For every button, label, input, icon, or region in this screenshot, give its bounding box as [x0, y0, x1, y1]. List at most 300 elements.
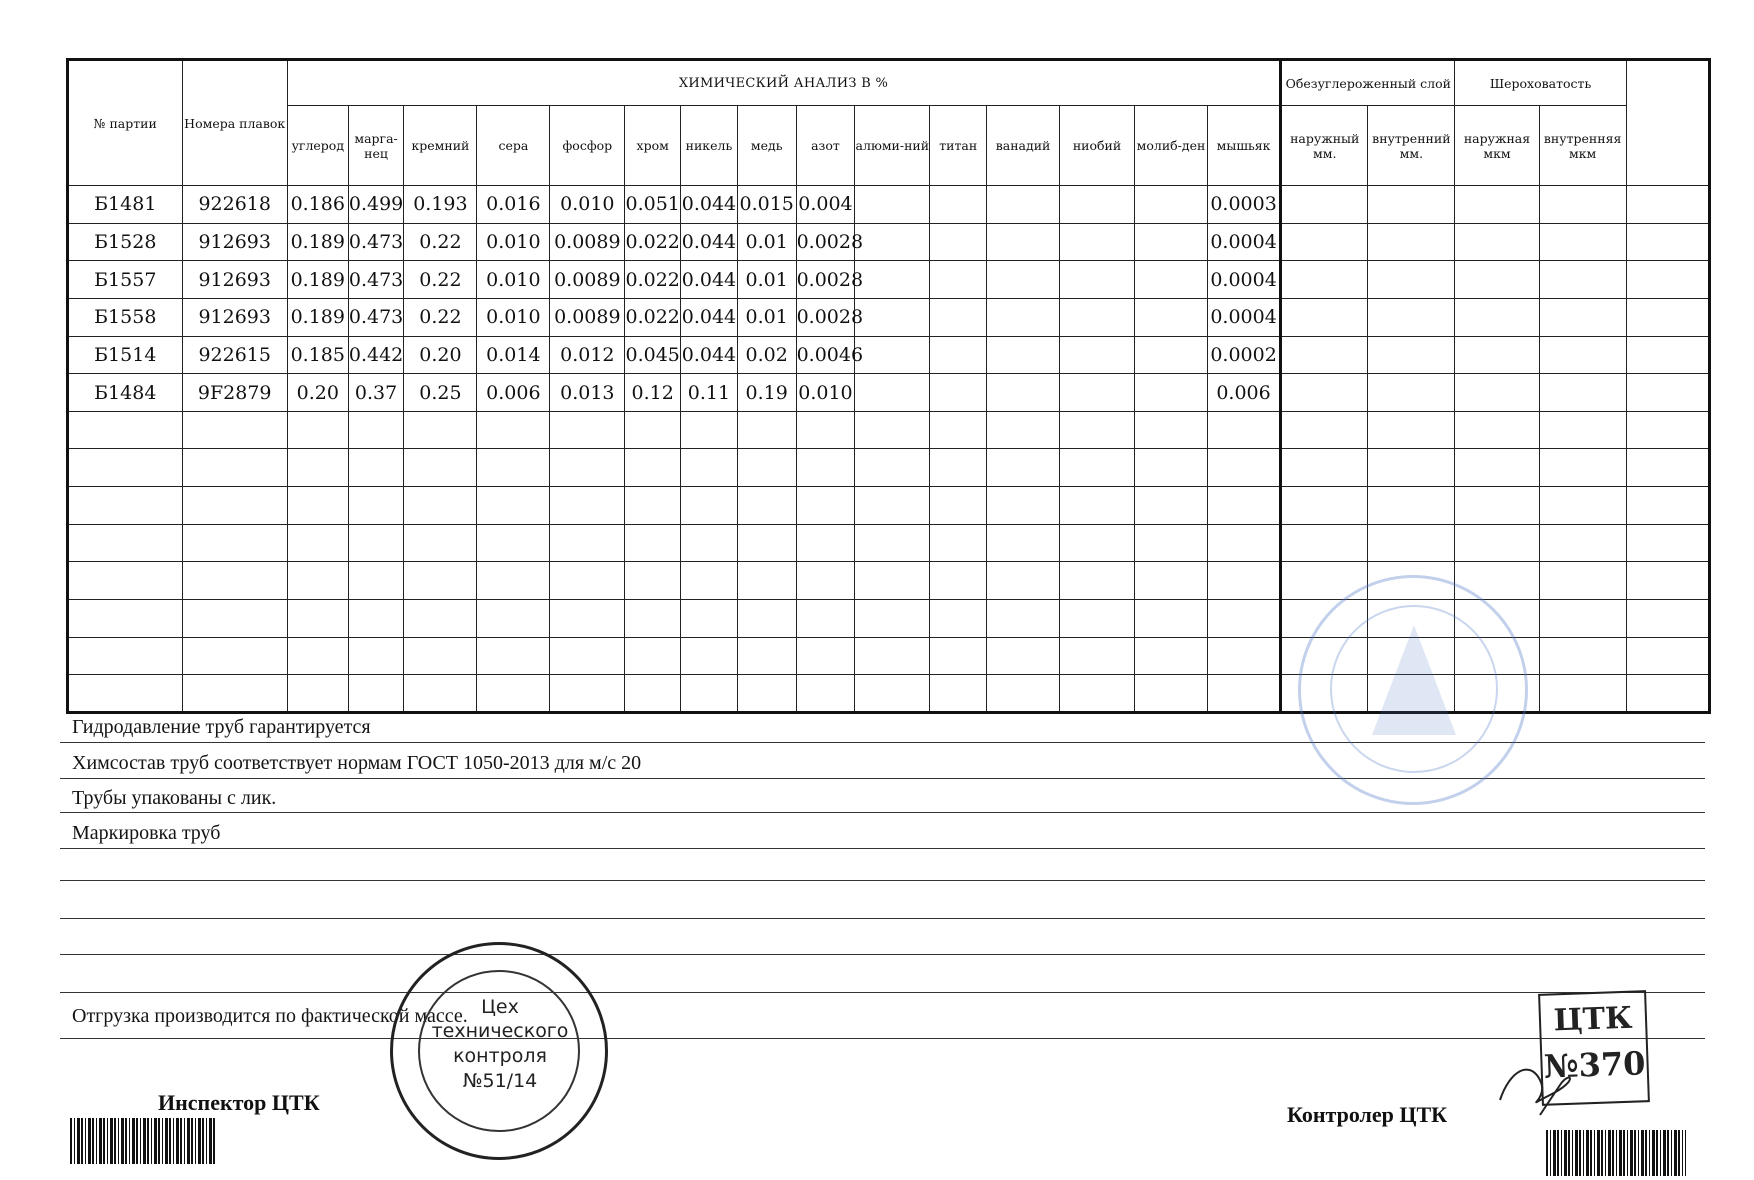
- header-element: фосфор: [550, 106, 625, 186]
- table-cell: Б1528: [68, 223, 183, 261]
- table-cell: 0.0046: [796, 336, 855, 374]
- table-cell: [1135, 449, 1208, 487]
- table-cell: [550, 600, 625, 638]
- table-cell: 0.010: [796, 374, 855, 412]
- table-cell: 0.010: [477, 261, 550, 299]
- header-element: хром: [625, 106, 681, 186]
- table-cell: [287, 411, 348, 449]
- table-cell: [1539, 186, 1626, 224]
- table-cell: 0.189: [287, 223, 348, 261]
- table-cell: [182, 675, 287, 713]
- table-cell: [855, 600, 930, 638]
- table-cell: [68, 675, 183, 713]
- table-cell: [1368, 449, 1455, 487]
- table-cell: [796, 487, 855, 525]
- table-cell: [855, 675, 930, 713]
- table-cell: [1626, 374, 1709, 412]
- table-cell: [1539, 411, 1626, 449]
- table-cell: [1060, 449, 1135, 487]
- remark-rule: [60, 1038, 1705, 1039]
- table-cell: [1060, 675, 1135, 713]
- table-cell: 0.499: [348, 186, 404, 224]
- header-roughness: Шероховатость: [1455, 60, 1626, 106]
- table-cell: [1060, 336, 1135, 374]
- table-cell: 0.186: [287, 186, 348, 224]
- table-cell: [182, 487, 287, 525]
- table-cell: [987, 562, 1060, 600]
- table-cell: [1281, 223, 1368, 261]
- table-cell: [1626, 449, 1709, 487]
- table-cell: [1455, 374, 1539, 412]
- table-cell: [1135, 524, 1208, 562]
- table-cell: 0.22: [404, 261, 477, 299]
- table-cell: [550, 675, 625, 713]
- table-cell: [550, 637, 625, 675]
- table-cell: [1539, 449, 1626, 487]
- table-cell: [625, 562, 681, 600]
- table-cell: 912693: [182, 223, 287, 261]
- table-cell: 0.442: [348, 336, 404, 374]
- table-cell: [681, 449, 738, 487]
- table-cell: [404, 411, 477, 449]
- table-cell: [68, 449, 183, 487]
- table-cell: [550, 411, 625, 449]
- table-row: [68, 298, 1710, 336]
- header-element: сера: [477, 106, 550, 186]
- table-cell: [1281, 374, 1368, 412]
- table-cell: [1539, 600, 1626, 638]
- table-cell: [855, 449, 930, 487]
- table-cell: [1207, 524, 1280, 562]
- table-cell: [796, 524, 855, 562]
- table-cell: 0.015: [737, 186, 796, 224]
- table-cell: [1135, 298, 1208, 336]
- table-cell: [550, 487, 625, 525]
- table-cell: [1539, 675, 1626, 713]
- table-row: [68, 374, 1710, 412]
- table-cell: [796, 637, 855, 675]
- table-cell: [930, 675, 987, 713]
- table-cell: [1281, 186, 1368, 224]
- table-cell: [930, 449, 987, 487]
- table-cell: [1135, 411, 1208, 449]
- table-cell: [930, 411, 987, 449]
- table-cell: [477, 449, 550, 487]
- header-element: углерод: [287, 106, 348, 186]
- table-cell: [625, 449, 681, 487]
- table-cell: [182, 562, 287, 600]
- table-row: [68, 223, 1710, 261]
- table-cell: [1207, 487, 1280, 525]
- table-cell: [477, 411, 550, 449]
- table-cell: [1135, 487, 1208, 525]
- table-cell: [1368, 298, 1455, 336]
- table-cell: [1626, 186, 1709, 224]
- table-cell: [625, 675, 681, 713]
- table-cell: [1135, 336, 1208, 374]
- header-element: алюми-ний: [855, 106, 930, 186]
- table-cell: [987, 524, 1060, 562]
- table-cell: 0.0004: [1207, 223, 1280, 261]
- table-cell: [1626, 675, 1709, 713]
- table-cell: 0.185: [287, 336, 348, 374]
- header-roughness-col: внутренняя мкм: [1539, 106, 1626, 186]
- table-cell: [1060, 637, 1135, 675]
- table-cell: [1368, 261, 1455, 299]
- table-cell: [68, 487, 183, 525]
- table-cell: [930, 374, 987, 412]
- table-cell: [855, 487, 930, 525]
- table-cell: [987, 487, 1060, 525]
- remark-rule: [60, 918, 1705, 919]
- table-cell: 0.22: [404, 298, 477, 336]
- header-blank: [1626, 60, 1709, 186]
- table-cell: 0.193: [404, 186, 477, 224]
- table-cell: [930, 336, 987, 374]
- table-cell: [1135, 637, 1208, 675]
- table-cell: Б1557: [68, 261, 183, 299]
- table-cell: 0.006: [1207, 374, 1280, 412]
- table-cell: [987, 261, 1060, 299]
- table-cell: [1539, 562, 1626, 600]
- table-cell: [1455, 186, 1539, 224]
- table-cell: [987, 411, 1060, 449]
- remark-shipment: Отгрузка производится по фактической массе.: [72, 1005, 468, 1027]
- table-cell: [1626, 261, 1709, 299]
- header-roughness-col: наружная мкм: [1455, 106, 1539, 186]
- header-element: ванадий: [987, 106, 1060, 186]
- table-cell: [287, 600, 348, 638]
- table-cell: [1060, 524, 1135, 562]
- table-cell: [855, 411, 930, 449]
- table-cell: [1626, 600, 1709, 638]
- table-cell: [1368, 524, 1455, 562]
- header-element: ниобий: [1060, 106, 1135, 186]
- header-element: никель: [681, 106, 738, 186]
- table-cell: [477, 524, 550, 562]
- table-cell: [681, 487, 738, 525]
- table-cell: [737, 449, 796, 487]
- table-cell: [182, 637, 287, 675]
- table-cell: [1281, 336, 1368, 374]
- table-row-empty: [68, 524, 1710, 562]
- table-cell: [930, 223, 987, 261]
- table-cell: [477, 562, 550, 600]
- table-cell: 912693: [182, 261, 287, 299]
- table-cell: 0.22: [404, 223, 477, 261]
- table-row: [68, 336, 1710, 374]
- table-cell: [1281, 411, 1368, 449]
- header-decarburized-layer: Обезуглероженный слой: [1281, 60, 1455, 106]
- table-cell: [1135, 600, 1208, 638]
- table-cell: [1539, 336, 1626, 374]
- table-cell: [1368, 223, 1455, 261]
- table-cell: [404, 524, 477, 562]
- table-cell: 9F2879: [182, 374, 287, 412]
- table-cell: [348, 487, 404, 525]
- table-cell: [1539, 374, 1626, 412]
- table-cell: [1060, 374, 1135, 412]
- table-cell: [681, 562, 738, 600]
- table-cell: 0.19: [737, 374, 796, 412]
- table-cell: [1135, 186, 1208, 224]
- table-cell: [1626, 298, 1709, 336]
- table-cell: [1135, 562, 1208, 600]
- table-cell: 0.013: [550, 374, 625, 412]
- table-cell: [930, 186, 987, 224]
- barcode-right: [1546, 1130, 1686, 1176]
- table-cell: [68, 637, 183, 675]
- table-cell: [477, 600, 550, 638]
- table-cell: [1455, 411, 1539, 449]
- controller-label: Контролер ЦТК: [1287, 1102, 1448, 1127]
- table-cell: [625, 411, 681, 449]
- table-cell: 0.0089: [550, 298, 625, 336]
- table-cell: [182, 600, 287, 638]
- table-cell: [182, 524, 287, 562]
- table-cell: [1060, 298, 1135, 336]
- table-cell: 0.010: [550, 186, 625, 224]
- table-cell: [855, 223, 930, 261]
- table-cell: 0.12: [625, 374, 681, 412]
- table-cell: 0.010: [477, 298, 550, 336]
- table-cell: 0.01: [737, 223, 796, 261]
- header-element: титан: [930, 106, 987, 186]
- table-cell: Б1481: [68, 186, 183, 224]
- table-cell: [930, 524, 987, 562]
- table-cell: [1455, 336, 1539, 374]
- table-cell: [987, 186, 1060, 224]
- table-cell: [1135, 374, 1208, 412]
- table-cell: 0.004: [796, 186, 855, 224]
- table-cell: [1626, 487, 1709, 525]
- table-cell: [550, 562, 625, 600]
- blue-seal-logo: [1372, 625, 1456, 735]
- table-cell: 0.20: [404, 336, 477, 374]
- table-cell: [1207, 600, 1280, 638]
- table-cell: [287, 449, 348, 487]
- table-cell: [1539, 637, 1626, 675]
- table-cell: [681, 637, 738, 675]
- table-cell: [1368, 411, 1455, 449]
- table-cell: [737, 487, 796, 525]
- header-element: мышьяк: [1207, 106, 1280, 186]
- table-cell: Б1484: [68, 374, 183, 412]
- signature-scribble: [1490, 1040, 1580, 1120]
- table-row: [68, 186, 1710, 224]
- table-cell: [477, 487, 550, 525]
- table-cell: [930, 298, 987, 336]
- table-cell: [855, 524, 930, 562]
- table-cell: [855, 261, 930, 299]
- table-cell: [1539, 487, 1626, 525]
- table-cell: 0.044: [681, 261, 738, 299]
- table-row-empty: [68, 411, 1710, 449]
- table-cell: 0.0028: [796, 223, 855, 261]
- table-cell: [737, 411, 796, 449]
- remark-hydro-pressure: Гидродавление труб гарантируется: [72, 716, 371, 738]
- table-cell: [855, 562, 930, 600]
- inspector-label: Инспектор ЦТК: [158, 1090, 320, 1115]
- table-cell: 0.0028: [796, 261, 855, 299]
- table-cell: [625, 487, 681, 525]
- table-cell: 0.022: [625, 223, 681, 261]
- table-cell: [625, 600, 681, 638]
- table-cell: [930, 637, 987, 675]
- table-cell: [287, 637, 348, 675]
- table-cell: [287, 562, 348, 600]
- table-cell: [1281, 449, 1368, 487]
- table-cell: [1626, 223, 1709, 261]
- table-cell: [348, 449, 404, 487]
- table-cell: [796, 449, 855, 487]
- table-cell: [987, 223, 1060, 261]
- header-party-no: № партии: [68, 60, 183, 186]
- table-cell: 0.20: [287, 374, 348, 412]
- table-cell: 0.022: [625, 261, 681, 299]
- table-cell: [855, 374, 930, 412]
- table-cell: [930, 562, 987, 600]
- table-cell: 0.045: [625, 336, 681, 374]
- table-cell: 912693: [182, 298, 287, 336]
- table-cell: [1455, 524, 1539, 562]
- remark-packaging: Трубы упакованы с лик.: [72, 787, 277, 809]
- header-element: марга-нец: [348, 106, 404, 186]
- table-cell: [1455, 261, 1539, 299]
- table-cell: [1060, 186, 1135, 224]
- table-cell: 0.473: [348, 261, 404, 299]
- table-cell: [1207, 411, 1280, 449]
- table-cell: 0.044: [681, 186, 738, 224]
- table-cell: [737, 600, 796, 638]
- table-cell: [737, 562, 796, 600]
- header-element: азот: [796, 106, 855, 186]
- barcode-left: [70, 1118, 216, 1164]
- table-cell: 0.014: [477, 336, 550, 374]
- table-cell: [1060, 261, 1135, 299]
- table-cell: [1368, 336, 1455, 374]
- table-cell: 0.0004: [1207, 261, 1280, 299]
- table-cell: [1281, 524, 1368, 562]
- table-cell: [68, 600, 183, 638]
- table-cell: [1626, 411, 1709, 449]
- table-cell: 922618: [182, 186, 287, 224]
- table-cell: 0.02: [737, 336, 796, 374]
- table-cell: [681, 411, 738, 449]
- table-cell: [1539, 261, 1626, 299]
- table-cell: [987, 600, 1060, 638]
- header-decarb-col: наружный мм.: [1281, 106, 1368, 186]
- table-cell: 0.0089: [550, 261, 625, 299]
- table-cell: [681, 675, 738, 713]
- table-cell: [987, 675, 1060, 713]
- table-cell: [348, 637, 404, 675]
- table-cell: [182, 449, 287, 487]
- table-cell: [1207, 637, 1280, 675]
- table-cell: [987, 637, 1060, 675]
- table-cell: [1207, 562, 1280, 600]
- table-cell: [348, 562, 404, 600]
- table-cell: [1207, 675, 1280, 713]
- table-cell: [855, 336, 930, 374]
- table-cell: [681, 524, 738, 562]
- table-cell: [855, 637, 930, 675]
- table-cell: 0.044: [681, 336, 738, 374]
- remark-rule: [60, 992, 1705, 993]
- header-melt-no: Номера плавок: [182, 60, 287, 186]
- table-cell: [1626, 524, 1709, 562]
- table-cell: 0.0002: [1207, 336, 1280, 374]
- table-cell: 0.25: [404, 374, 477, 412]
- remark-marking: Маркировка труб: [72, 822, 221, 844]
- table-row-empty: [68, 487, 1710, 525]
- table-cell: [987, 298, 1060, 336]
- table-cell: [796, 600, 855, 638]
- table-cell: [1060, 411, 1135, 449]
- remark-chem-composition: Химсостав труб соответствует нормам ГОСТ 1050-2013 для м/с 20: [72, 752, 642, 774]
- table-cell: [1455, 449, 1539, 487]
- header-element: молиб-ден: [1135, 106, 1208, 186]
- table-cell: [1060, 223, 1135, 261]
- stamp-text-line2: технического: [431, 1020, 569, 1042]
- table-cell: 0.022: [625, 298, 681, 336]
- box-stamp-title: ЦТК: [1553, 1000, 1633, 1039]
- table-cell: [68, 411, 183, 449]
- table-cell: 0.006: [477, 374, 550, 412]
- table-cell: Б1558: [68, 298, 183, 336]
- table-cell: [930, 600, 987, 638]
- table-cell: 0.189: [287, 298, 348, 336]
- table-cell: [550, 524, 625, 562]
- table-cell: [1207, 449, 1280, 487]
- table-cell: [930, 487, 987, 525]
- table-cell: [796, 562, 855, 600]
- table-cell: [287, 487, 348, 525]
- table-cell: [1455, 487, 1539, 525]
- table-cell: [930, 261, 987, 299]
- table-row-empty: [68, 449, 1710, 487]
- table-cell: [1539, 298, 1626, 336]
- table-cell: 0.044: [681, 223, 738, 261]
- table-cell: [404, 449, 477, 487]
- table-cell: [737, 524, 796, 562]
- table-cell: [796, 411, 855, 449]
- table-cell: [1626, 562, 1709, 600]
- table-cell: 0.473: [348, 298, 404, 336]
- header-chemical-analysis: ХИМИЧЕСКИЙ АНАЛИЗ В %: [287, 60, 1280, 106]
- table-cell: [348, 411, 404, 449]
- header-element: медь: [737, 106, 796, 186]
- header-decarb-col: внутренний мм.: [1368, 106, 1455, 186]
- table-cell: [477, 675, 550, 713]
- table-cell: [1135, 261, 1208, 299]
- table-cell: [550, 449, 625, 487]
- table-row: [68, 261, 1710, 299]
- table-cell: 0.01: [737, 298, 796, 336]
- table-cell: [681, 600, 738, 638]
- table-cell: [625, 637, 681, 675]
- table-cell: [1281, 261, 1368, 299]
- table-cell: [1368, 374, 1455, 412]
- table-cell: [348, 675, 404, 713]
- table-cell: 0.0004: [1207, 298, 1280, 336]
- table-cell: [1539, 223, 1626, 261]
- box-stamp-number: №370: [1543, 1044, 1647, 1086]
- table-cell: [1368, 487, 1455, 525]
- table-cell: 0.01: [737, 261, 796, 299]
- table-cell: [1626, 637, 1709, 675]
- table-cell: [987, 449, 1060, 487]
